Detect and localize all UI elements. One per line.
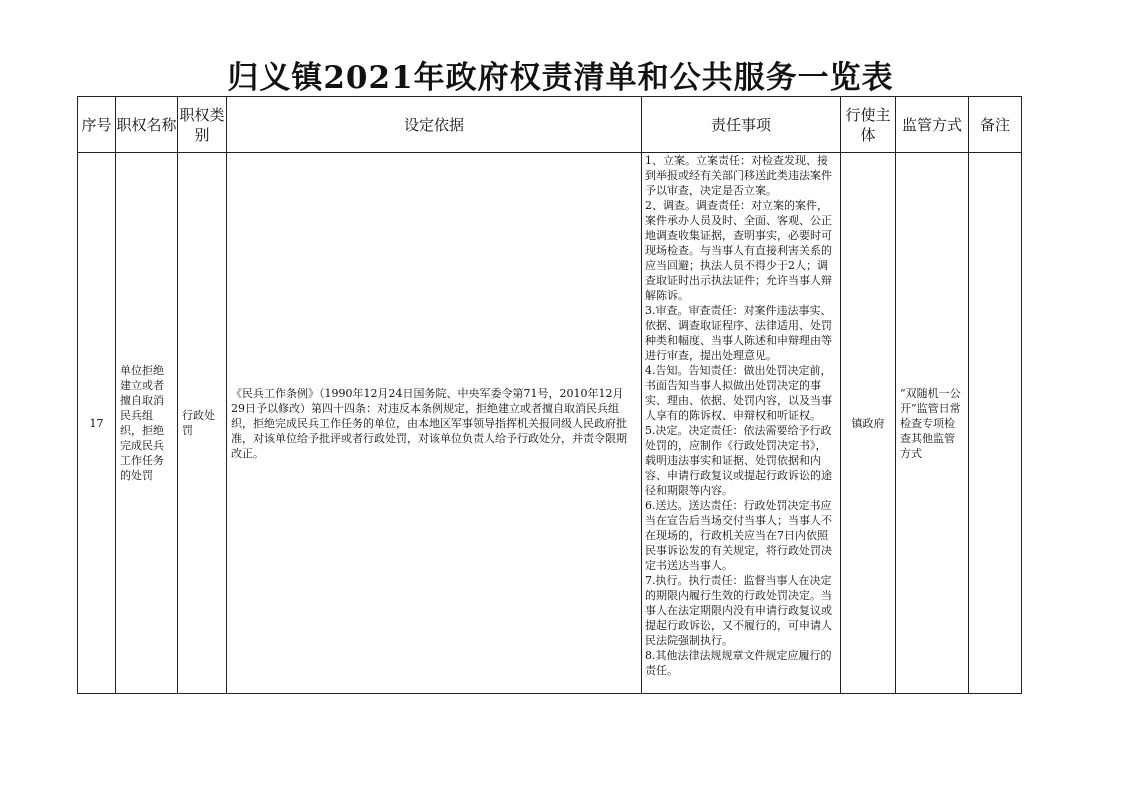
responsibility-item-3: 3.审查。审查责任：对案件违法事实、依据、调查取证程序、法律适用、处罚种类和幅度、当事人陈述和申辩理由等进行审查，提出处理意见。 <box>645 304 832 362</box>
header-supervision: 监管方式 <box>896 97 969 153</box>
header-remarks: 备注 <box>969 97 1022 153</box>
cell-name: 单位拒绝建立或者擅自取消民兵组织，拒绝完成民兵工作任务的处罚 <box>116 153 178 694</box>
cell-supervision: “双随机一公开”监管日常检查专项检查其他监管方式 <box>896 153 969 694</box>
table-row <box>78 153 1022 694</box>
cell-seq: 17 <box>78 153 116 694</box>
responsibility-item-7: 7.执行。执行责任：监督当事人在决定的期限内履行生效的行政处罚决定。当事人在法定期限内没有申请行政复议或提起行政诉讼，又不履行的，可申请人民法院强制执行。 <box>645 574 832 647</box>
responsibility-item-2: 2、调查。调查责任：对立案的案件，案件承办人员及时、全面、客观、公正地调查收集证据，查明事实，必要时可现场检查。与当事人有直接利害关系的应当回避；执法人员不得少于2人；调查取证时出示执法证件；允许当事人辩解陈诉。 <box>645 199 832 302</box>
responsibility-item-4: 4.告知。告知责任：做出处罚决定前，书面告知当事人拟做出处罚决定的事实、理由、依据、处罚内容，以及当事人享有的陈诉权、申辩权和听证权。 <box>645 364 832 422</box>
header-responsibility: 责任事项 <box>642 97 841 153</box>
header-category: 职权类别 <box>178 97 227 153</box>
header-basis: 设定依据 <box>227 97 642 153</box>
responsibility-table <box>77 96 1022 694</box>
header-name: 职权名称 <box>116 97 178 153</box>
cell-subject: 镇政府 <box>841 153 896 694</box>
cell-basis: 《民兵工作条例》（1990年12月24日国务院、中央军委令第71号，2010年12月29日予以修改）第四十四条：对违反本条例规定，拒绝建立或者擅自取消民兵组织，拒绝完成民兵工作任务的单位，由本地区军事领导指挥机关报同级人民政府批准，对该单位给予批评或者行政处罚，对该单位负责人给予行政处分，并责令限期改正。 <box>227 153 642 694</box>
header-seq: 序号 <box>78 97 116 153</box>
header-row <box>78 97 1022 153</box>
cell-responsibility <box>642 153 841 694</box>
header-subject: 行使主体 <box>841 97 896 153</box>
page-title: 归义镇2021年政府权责清单和公共服务一览表 <box>227 60 894 96</box>
responsibility-item-1: 1、立案。立案责任：对检查发现、接到举报或经有关部门移送此类违法案件予以审查，决定是否立案。 <box>645 154 832 197</box>
cell-remarks <box>969 153 1022 694</box>
responsibility-item-8: 8.其他法律法规规章文件规定应履行的责任。 <box>645 649 832 677</box>
responsibility-item-5: 5.决定。决定责任：依法需要给予行政处罚的，应制作《行政处罚决定书》，载明违法事实和证据、处罚依据和内容、申请行政复议或提起行政诉讼的途径和期限等内容。 <box>645 424 832 497</box>
responsibility-item-6: 6.送达。送达责任：行政处罚决定书应当在宣告后当场交付当事人；当事人不在现场的，行政机关应当在7日内依照民事诉讼发的有关规定，将行政处罚决定书送达当事人。 <box>645 499 832 572</box>
cell-category: 行政处罚 <box>178 153 227 694</box>
